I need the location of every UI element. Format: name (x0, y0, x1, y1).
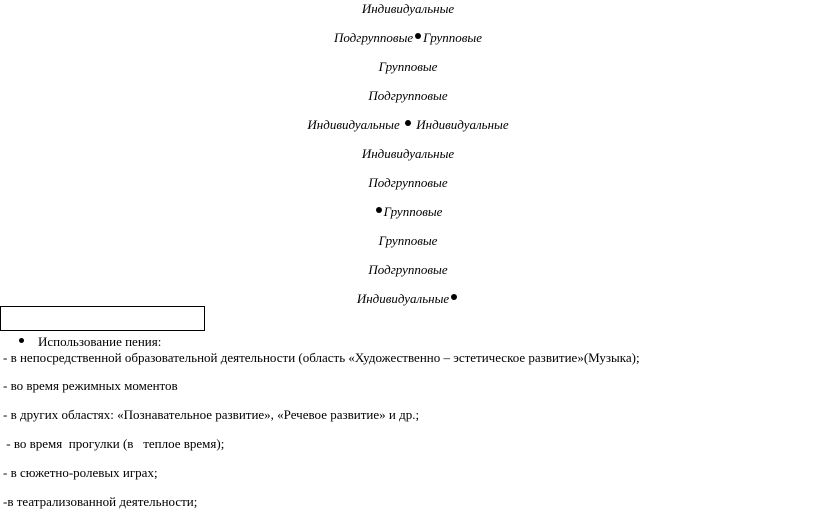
center-line-8 (0, 204, 816, 220)
bullet-dot-icon (405, 120, 411, 126)
center-line-text: Индивидуальные (356, 291, 450, 306)
center-line-text: Групповые (378, 233, 438, 248)
center-line-1 (0, 1, 816, 17)
center-line-text: Подгрупповые (368, 262, 448, 277)
list-item: - во время режимных моментов (3, 378, 178, 393)
center-line-text: Индивидуальные (413, 117, 509, 132)
center-line-10 (0, 262, 816, 278)
list-item: - во время прогулки (в теплое время); (3, 436, 225, 451)
center-line-7 (0, 175, 816, 191)
list-item: - в сюжетно-ролевых играх; (3, 465, 158, 480)
empty-text-box (0, 306, 205, 331)
center-line-6 (0, 146, 816, 162)
center-line-text: Групповые (383, 204, 443, 219)
center-line-5 (0, 117, 816, 133)
list-item: - в других областях: «Познавательное развитие», «Речевое развитие» и др.; (3, 407, 420, 422)
center-line-text: Групповые (423, 30, 483, 45)
bullet-dot-icon (451, 294, 457, 300)
bullet-dot-icon (415, 33, 421, 39)
center-line-3 (0, 59, 816, 75)
center-line-11 (0, 291, 816, 307)
center-line-text: Индивидуальные (361, 146, 455, 161)
center-line-2 (0, 30, 816, 46)
bullet-dot-icon (376, 207, 382, 213)
center-line-4 (0, 88, 816, 104)
section-heading-text: Использование пения: (38, 334, 162, 349)
center-line-text: Групповые (378, 59, 438, 74)
list-item: -в театрализованной деятельности; (3, 494, 198, 509)
center-line-text: Подгрупповые (333, 30, 414, 45)
center-line-text: Индивидуальные (307, 117, 403, 132)
section-heading (19, 334, 161, 350)
center-line-text: Подгрупповые (368, 175, 448, 190)
center-line-text: Индивидуальные (361, 1, 455, 16)
center-line-text: Подгрупповые (368, 88, 448, 103)
center-line-9 (0, 233, 816, 249)
bullet-icon (19, 338, 24, 343)
list-item: - в непосредственной образовательной деятельности (область «Художественно – эстетическое развитие»(Музыка); (3, 350, 640, 365)
